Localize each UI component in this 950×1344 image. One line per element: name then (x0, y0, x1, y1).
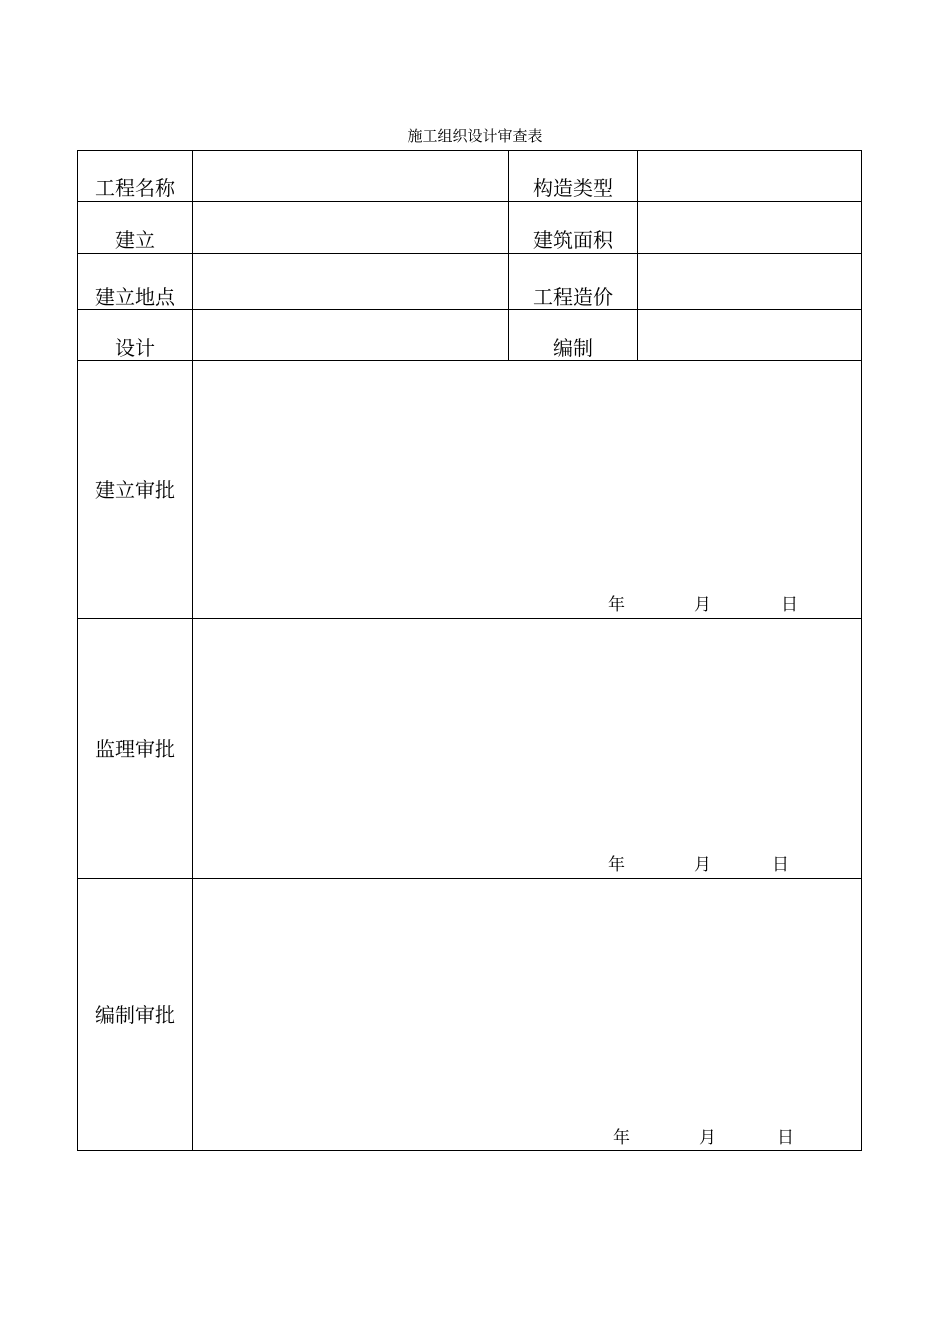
approval-day-label: 日 (777, 1128, 794, 1148)
approval-day-label: 日 (781, 595, 798, 615)
structure-type-field[interactable] (638, 151, 861, 201)
project-cost-label: 工程造价 (533, 285, 613, 309)
building-area-field[interactable] (638, 202, 861, 253)
approval-year-label: 年 (608, 855, 625, 875)
project-name-field[interactable] (193, 151, 508, 201)
approval-month-label: 月 (694, 595, 711, 615)
approval-month-label: 月 (699, 1128, 716, 1148)
table-border-bottom (77, 1150, 862, 1151)
approval-year-label: 年 (613, 1128, 630, 1148)
approval-day-label: 日 (772, 855, 789, 875)
construction-unit-field[interactable] (193, 202, 508, 253)
design-field[interactable] (193, 310, 508, 360)
construction-approval-label: 建立审批 (95, 478, 175, 502)
supervision-approval-label: 监理审批 (95, 737, 175, 761)
construction-site-label: 建立地点 (95, 285, 175, 309)
supervision-approval-field[interactable] (193, 619, 861, 845)
compiler-label: 编制 (553, 336, 593, 360)
building-area-label: 建筑面积 (533, 228, 613, 252)
construction-unit-label: 建立 (115, 228, 155, 252)
compiler-field[interactable] (638, 310, 861, 360)
approval-year-label: 年 (608, 595, 625, 615)
design-label: 设计 (115, 336, 155, 360)
approval-month-label: 月 (694, 855, 711, 875)
compilation-approval-label: 编制审批 (95, 1003, 175, 1027)
table-border-right (861, 150, 862, 1151)
project-name-label: 工程名称 (95, 176, 175, 200)
construction-approval-field[interactable] (193, 361, 861, 586)
construction-site-field[interactable] (193, 254, 508, 309)
page-title: 施工组织设计审查表 (407, 127, 543, 145)
structure-type-label: 构造类型 (533, 176, 613, 200)
compilation-approval-field[interactable] (193, 879, 861, 1117)
project-cost-field[interactable] (638, 254, 861, 309)
